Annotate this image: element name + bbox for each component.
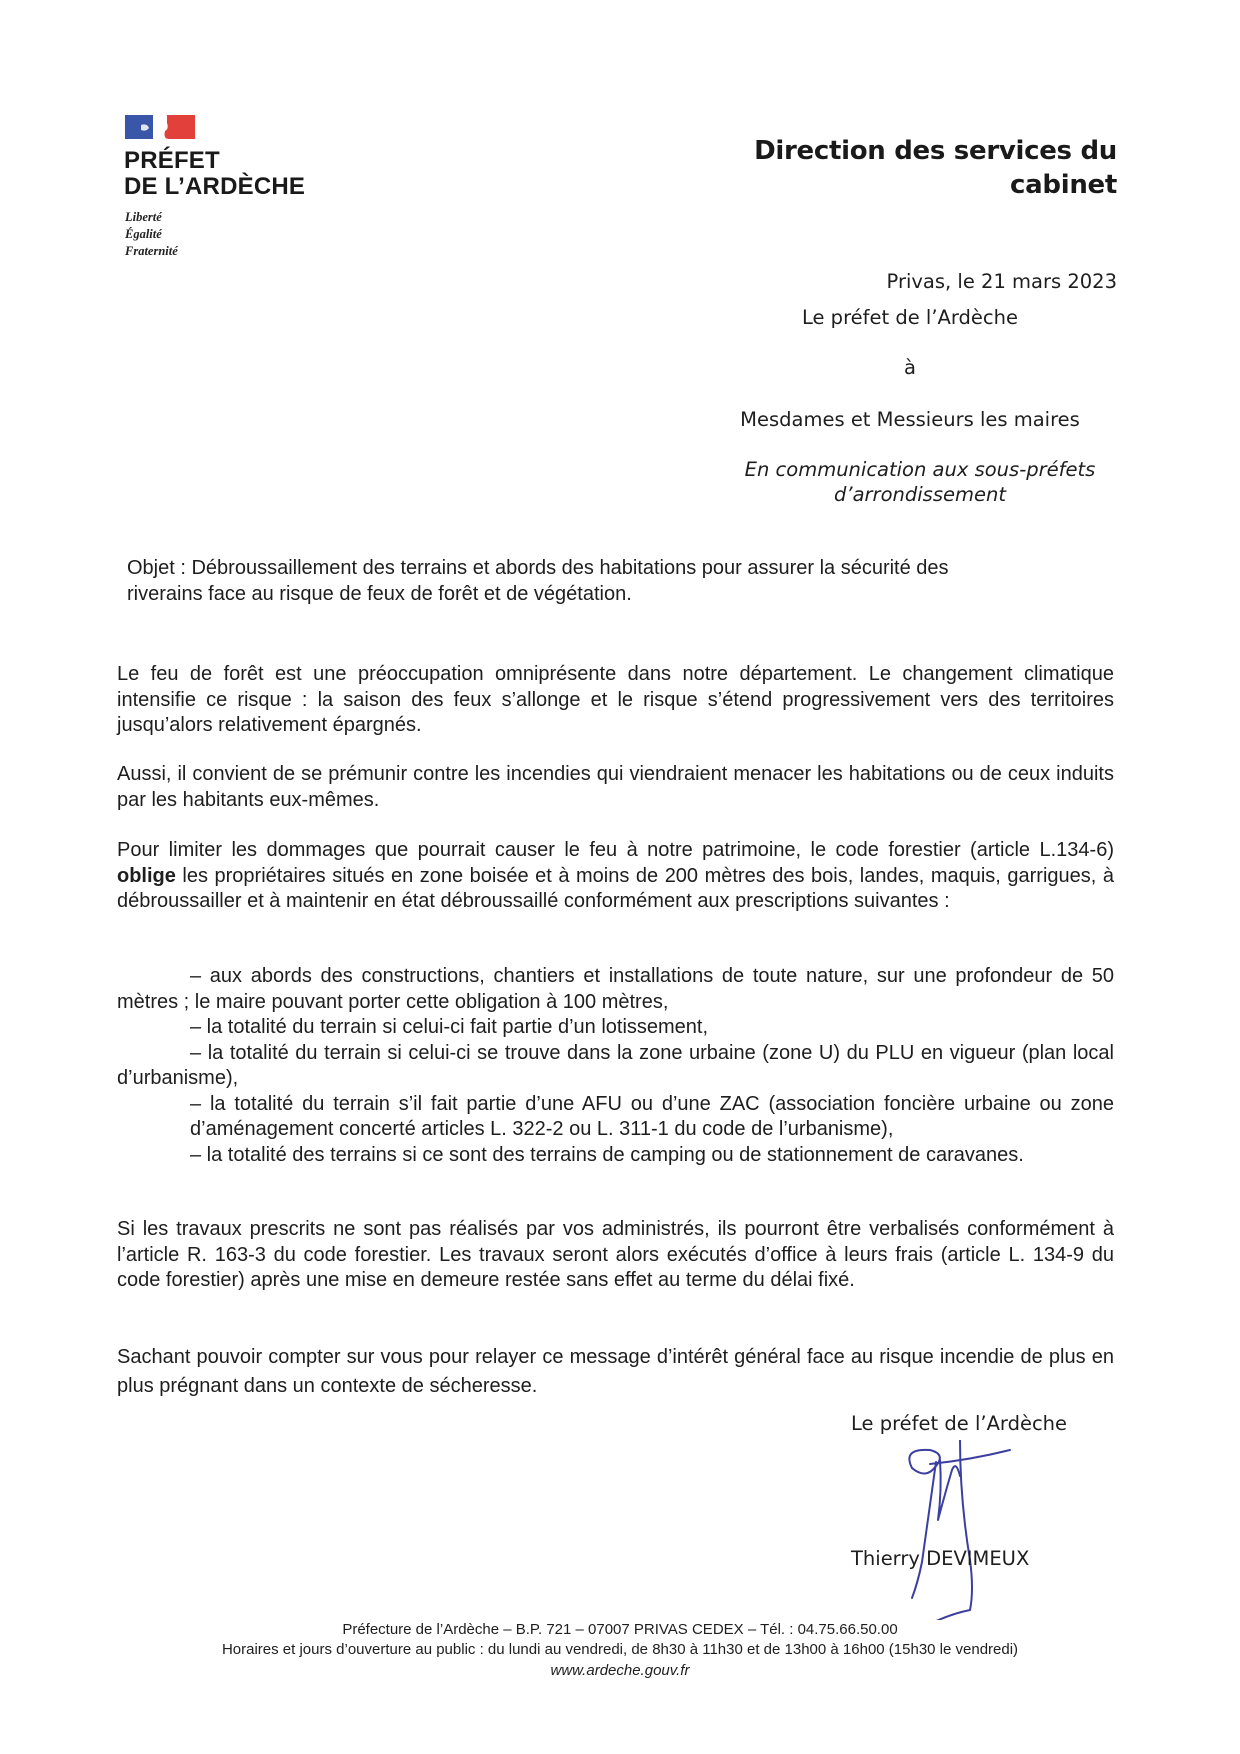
paragraph-text: Sachant pouvoir compter sur vous pour relayer ce message d’intérêt général face au risque incendie de plus en plus prégnant dans un contexte de sécheresse. xyxy=(117,1346,1114,1397)
signatory-title: Le préfet de l’Ardèche xyxy=(851,1412,1068,1435)
republic-motto xyxy=(125,209,178,260)
footer-opening-hours: Horaires et jours d’ouverture au public : du lundi au vendredi, de 8h30 à 11h30 et de 13h00 à 16h00 (15h30 le vendredi) xyxy=(221,1641,1019,1658)
paragraph-text: Le feu de forêt est une préoccupation omniprésente dans notre département. Le changement climatique intensifie ce risque : la saison des feux s’allonge et le risque s’étend progressivement vers des territoires jusqu’alors relativement épargnés. xyxy=(117,663,1114,736)
copy-to xyxy=(680,457,1160,507)
paragraph-text xyxy=(117,838,1114,915)
paragraph-text-start: Pour limiter les dommages que pourrait causer le feu à notre patrimoine, le code forestier (article L.134-6) xyxy=(117,839,1114,861)
list-item: – la totalité du terrain si celui-ci fait partie d’un lotissement, xyxy=(190,1016,709,1038)
subject xyxy=(127,555,1087,607)
body-paragraph-5 xyxy=(117,1343,1114,1401)
prescriptions-list xyxy=(117,964,1114,1168)
sender: Le préfet de l’Ardèche xyxy=(801,306,1019,329)
signatory-name: Thierry DEVIMEUX xyxy=(851,1547,1030,1570)
service-title-line-1: Direction des services du xyxy=(754,136,1117,166)
copy-to-line-1: En communication aux sous-préfets xyxy=(744,458,1096,481)
footer-website-link[interactable]: www.ardeche.gouv.fr xyxy=(550,1662,690,1679)
subject-line-1: Objet : Débroussaillement des terrains et abords des habitations pour assurer la sécurité des xyxy=(127,557,949,579)
list-item: – la totalité du terrain si celui-ci se trouve dans la zone urbaine (zone U) du PLU en vigueur (plan local d’urbanisme), xyxy=(117,1041,1114,1089)
copy-to-line-2: d’arrondissement xyxy=(834,483,1006,506)
body-paragraph-4 xyxy=(117,1217,1114,1294)
service-title-line-2: cabinet xyxy=(1010,170,1117,200)
motto-liberte: Liberté xyxy=(125,210,162,224)
paragraph-text: Aussi, il convient de se prémunir contre les incendies qui viendraient menacer les habitations ou de ceux induits par les habitants eux-mêmes. xyxy=(117,763,1114,811)
subject-line-2: riverains face au risque de feux de forêt et de végétation. xyxy=(127,583,632,605)
list-item: – la totalité des terrains si ce sont des terrains de camping ou de stationnement de caravanes. xyxy=(190,1143,1024,1166)
to-word: à xyxy=(904,356,916,379)
recipient: Mesdames et Messieurs les maires xyxy=(740,408,1080,431)
body-paragraph-1 xyxy=(117,662,1114,739)
issuer-line-1: PRÉFET xyxy=(124,147,220,174)
letter-date: Privas, le 21 mars 2023 xyxy=(886,270,1117,293)
body-paragraph-3 xyxy=(117,838,1114,915)
emphasis-oblige: oblige xyxy=(117,864,176,887)
list-item: – aux abords des constructions, chantiers et installations de toute nature, sur une profondeur de 50 mètres ; le maire pouvant porter cette obligation à 100 mètres, xyxy=(117,965,1114,1013)
body-paragraph-2 xyxy=(117,762,1114,813)
issuer-name xyxy=(124,148,305,200)
marianne-flag-icon xyxy=(125,115,195,139)
motto-egalite: Égalité xyxy=(125,227,162,241)
paragraph-text: Si les travaux prescrits ne sont pas réalisés par vos administrés, ils pourront être verbalisés conformément à l’article R. 163-3 du code forestier. Les travaux seront alors exécutés d’office à leurs frais (article L. 134-9 du code forestier) après une mise en demeure restée sans effet au terme du délai fixé. xyxy=(117,1218,1114,1291)
motto-fraternite: Fraternité xyxy=(125,244,178,258)
service-title xyxy=(754,134,1117,202)
paragraph-text-end: les propriétaires situés en zone boisée et à moins de 200 mètres des bois, landes, maquis, garrigues, à débroussailler et à maintenir en état débroussaillé conformément aux prescriptions suivantes : xyxy=(117,864,1114,912)
issuer-line-2: DE L’ARDÈCHE xyxy=(124,173,306,200)
list-item: – la totalité du terrain s’il fait partie d’une AFU ou d’une ZAC (association foncière urbaine ou zone d’aménagement concerté articles L. 322-2 ou L. 311-1 du code de l’urbanisme), xyxy=(190,1092,1114,1140)
footer-address: Préfecture de l’Ardèche – B.P. 721 – 07007 PRIVAS CEDEX – Tél. : 04.75.66.50.00 xyxy=(342,1621,898,1638)
handwritten-signature-icon xyxy=(900,1440,1030,1620)
